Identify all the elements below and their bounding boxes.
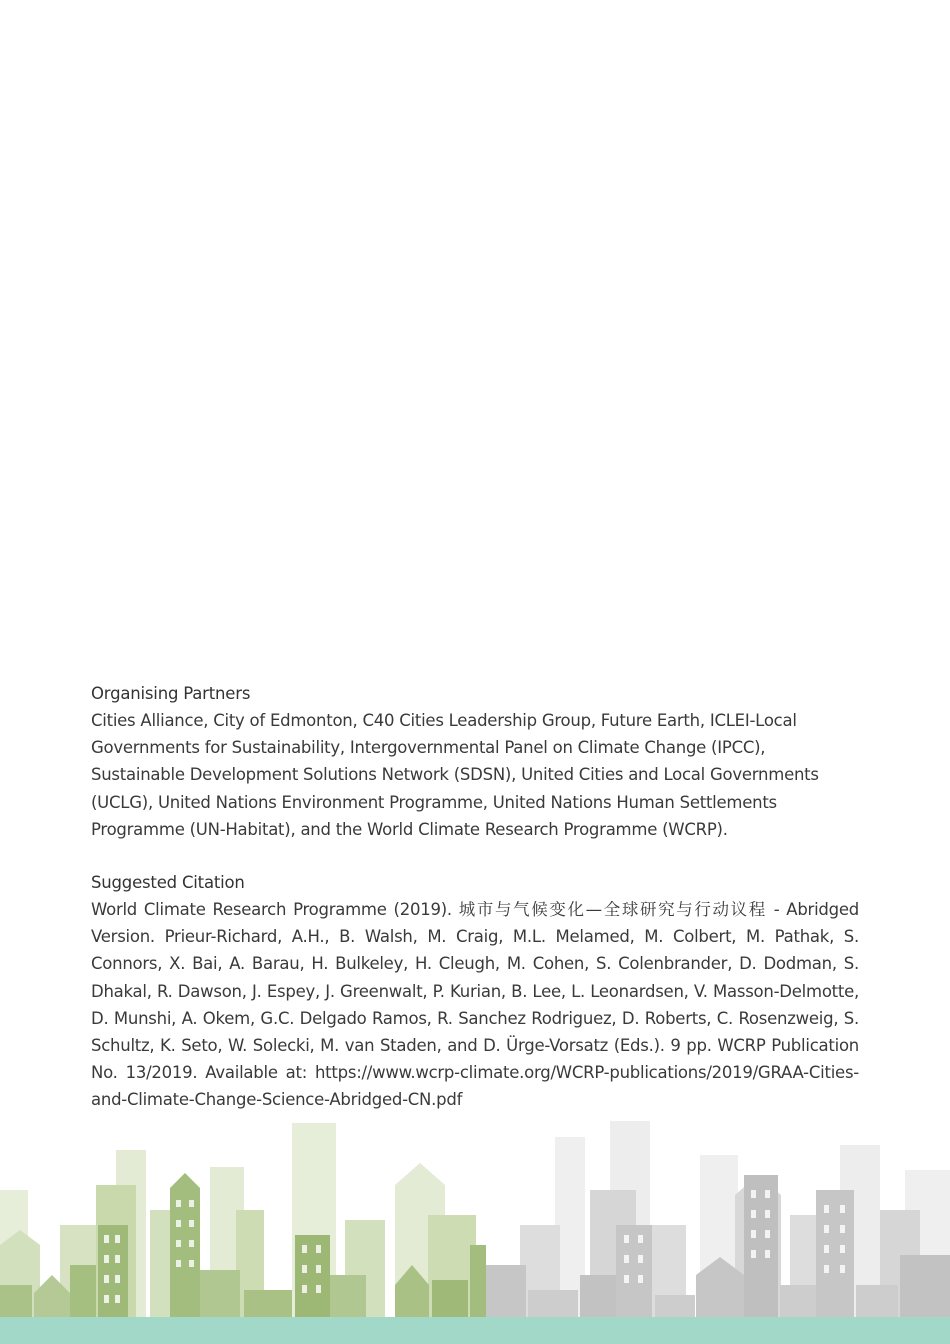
organising-partners-list: Cities Alliance, City of Edmonton, C40 Cities Leadership Group, Future Earth, ICLEI-Local Governments for Sustainability, Intergovernmental Panel on Climate Change (IPCC), Sustainable Development Solutions Network (SDSN), United Cities and Local Governments (UCLG), United Nations Environment Programme, United Nations Human Settlements Programme (UN-Habitat), and the World Climate Research Programme (WCRP).: [91, 711, 819, 839]
suggested-citation-heading: Suggested Citation: [91, 873, 245, 893]
city-skyline-illustration: [0, 1115, 950, 1344]
colophon-text: [91, 680, 859, 1114]
organising-partners-heading: Organising Partners: [91, 684, 251, 703]
suggested-citation-text: World Climate Research Programme (2019). 城市与气候变化—全球研究与行动议程 - Abridged Version. Prieur-Richard, A.H., B. Walsh, M. Craig, M.L. Melamed, M. Colbert, M. Pathak, S. Connors, X. Bai, A. Barau, H. Bulkeley, H. Cleugh, M. Cohen, S. Colenbrander, D. Dodman, S. Dhakal, R. Dawson, J. Espey, J. Greenwalt, P. Kurian, B. Lee, L. Leonardsen, V. Masson-Delmotte, D. Munshi, A. Okem, G.C. Delgado Ramos, R. Sanchez Rodriguez, D. Roberts, C. Rosenzweig, S. Schultz, K. Seto, W. Solecki, M. van Staden, and D. Ürge-Vorsatz (Eds.). 9 pp. WCRP Publication No. 13/2019. Available at: https://www.wcrp-climate.org/WCRP-publications/2019/GRAA-Cities-and-Climate-Change-Science-Abridged-CN.pdf: [91, 900, 859, 1110]
ground-strip: [0, 1317, 950, 1344]
